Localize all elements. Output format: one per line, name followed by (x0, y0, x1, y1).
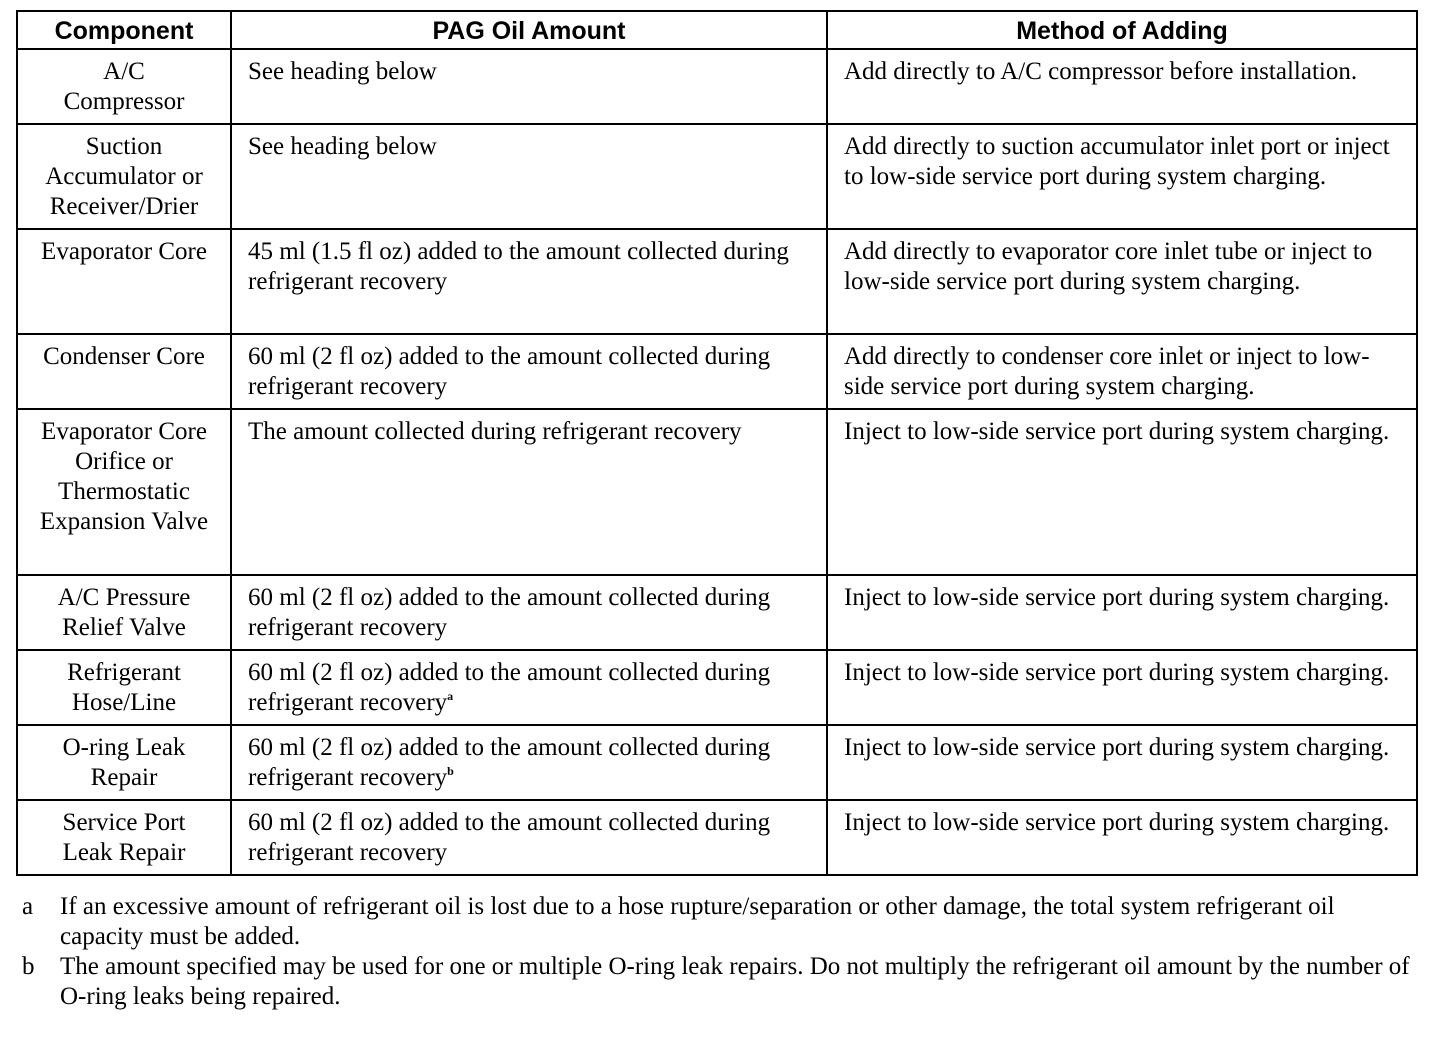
amount-text: 60 ml (2 fl oz) added to the amount collected during refrigerant recovery (248, 659, 771, 716)
footnote-marker-a: a (447, 689, 454, 703)
component-cell: Evaporator Core (17, 229, 231, 334)
table-row (17, 49, 1417, 124)
amount-cell (231, 650, 827, 725)
amount-text: 45 ml (1.5 fl oz) added to the amount collected during refrigerant recovery (248, 238, 789, 295)
table-row (17, 575, 1417, 650)
footnote-text: The amount specified may be used for one or multiple O-ring leak repairs. Do not multiply the refrigerant oil amount by the number of O-ring leaks being repaired. (60, 953, 1410, 1010)
table-row (17, 650, 1417, 725)
header-method-of-adding: Method of Adding (827, 11, 1417, 49)
pag-oil-document (16, 10, 1416, 1012)
amount-text: 60 ml (2 fl oz) added to the amount collected during refrigerant recovery (248, 343, 771, 400)
amount-cell (231, 124, 827, 229)
amount-text: See heading below (248, 58, 437, 85)
method-cell: Inject to low-side service port during system charging. (827, 409, 1417, 575)
component-cell: Service Port Leak Repair (17, 800, 231, 875)
table-row (17, 409, 1417, 575)
component-cell: O-ring Leak Repair (17, 725, 231, 800)
method-cell: Inject to low-side service port during system charging. (827, 650, 1417, 725)
method-cell: Add directly to evaporator core inlet tube or inject to low-side service port during system charging. (827, 229, 1417, 334)
component-cell: Suction Accumulator or Receiver/Drier (17, 124, 231, 229)
amount-text: 60 ml (2 fl oz) added to the amount collected during refrigerant recovery (248, 584, 771, 641)
amount-text: The amount collected during refrigerant recovery (248, 418, 742, 445)
footnote-text: If an excessive amount of refrigerant oil is lost due to a hose rupture/separation or other damage, the total system refrigerant oil capacity must be added. (60, 893, 1335, 950)
amount-text: 60 ml (2 fl oz) added to the amount collected during refrigerant recovery (248, 809, 771, 866)
amount-text: 60 ml (2 fl oz) added to the amount collected during refrigerant recovery (248, 734, 771, 791)
footnote-b (16, 952, 1416, 1012)
footnote-a (16, 892, 1416, 952)
amount-cell (231, 575, 827, 650)
method-cell: Inject to low-side service port during system charging. (827, 800, 1417, 875)
table-row (17, 334, 1417, 409)
method-cell: Add directly to suction accumulator inlet port or inject to low-side service port during system charging. (827, 124, 1417, 229)
footnote-letter: a (22, 893, 34, 920)
amount-cell (231, 49, 827, 124)
footnotes (16, 892, 1416, 1012)
component-cell: Evaporator Core Orifice or Thermostatic Expansion Valve (17, 409, 231, 575)
amount-cell (231, 800, 827, 875)
component-cell: A/C Compressor (17, 49, 231, 124)
method-cell: Add directly to condenser core inlet or inject to low-side service port during system charging. (827, 334, 1417, 409)
table-row (17, 124, 1417, 229)
method-cell: Inject to low-side service port during system charging. (827, 725, 1417, 800)
amount-cell (231, 725, 827, 800)
footnote-marker-b: b (447, 764, 454, 778)
component-cell: A/C Pressure Relief Valve (17, 575, 231, 650)
header-pag-oil-amount: PAG Oil Amount (231, 11, 827, 49)
header-row (17, 11, 1417, 49)
table-row (17, 800, 1417, 875)
table-row (17, 229, 1417, 334)
method-cell: Inject to low-side service port during system charging. (827, 575, 1417, 650)
table-row (17, 725, 1417, 800)
header-component: Component (17, 11, 231, 49)
amount-cell (231, 334, 827, 409)
footnote-letter: b (22, 953, 35, 980)
amount-text: See heading below (248, 133, 437, 160)
method-cell: Add directly to A/C compressor before installation. (827, 49, 1417, 124)
pag-oil-table (16, 10, 1418, 876)
amount-cell (231, 229, 827, 334)
component-cell: Refrigerant Hose/Line (17, 650, 231, 725)
amount-cell (231, 409, 827, 575)
component-cell: Condenser Core (17, 334, 231, 409)
